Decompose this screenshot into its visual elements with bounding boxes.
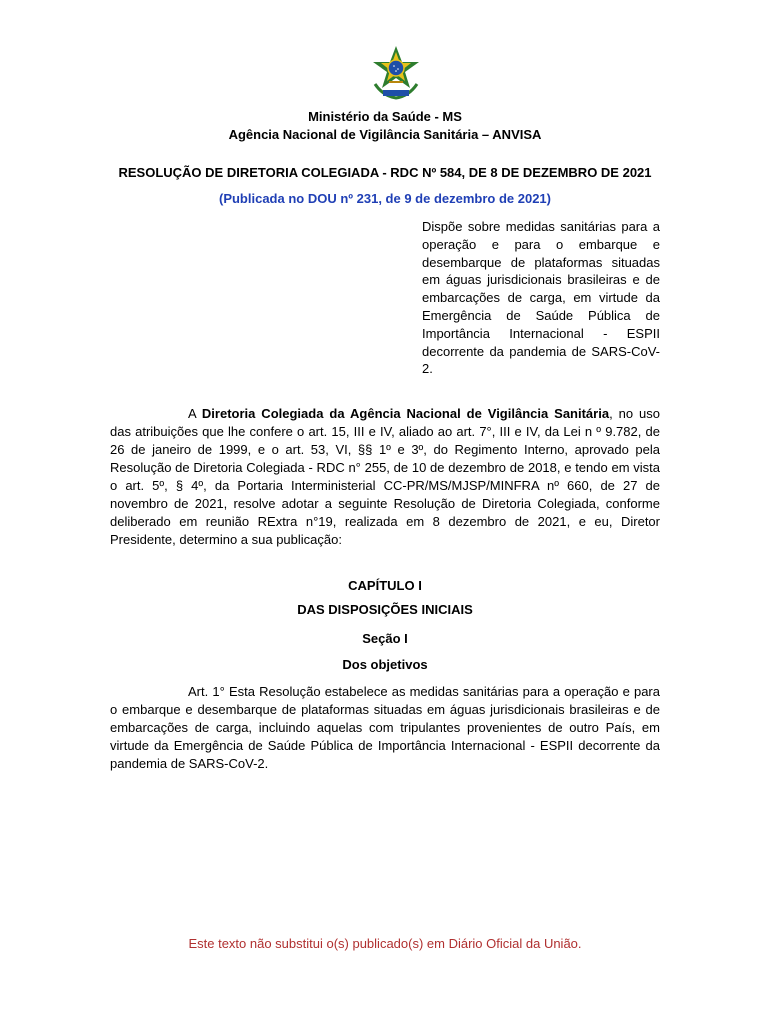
disclaimer-footer: Este texto não substitui o(s) publicado(s) em Diário Oficial da União. xyxy=(188,936,582,951)
brazil-coat-of-arms-icon xyxy=(367,44,425,102)
preamble-bold: Diretoria Colegiada da Agência Nacional de Vigilância Sanitária xyxy=(201,406,610,421)
preamble-lead: A xyxy=(188,406,202,421)
preamble-rest: , no uso das atribuições que lhe confere o art. 15, III e IV, aliado ao art. 7°, III e IV, da Lei n º 9.782, de 26 de janeiro de 1999, e o art. 53, VI, §§ 1º e 3º, do Regimento Interno, aprovado pela Resolução de Diretoria Colegiada - RDC n° 255, de 10 de dezembro de 2018, e tendo em vista o art. 5º, § 4º, da Portaria Interministerial CC-PR/MS/MJSP/MINFRA nº 660, de 27 de novembro de 2021, resolve adotar a seguinte Resolução de Diretoria Colegiada, conforme deliberado em reunião RExtra n°19, realizada em 8 dezembro de 2021, e eu, Diretor Presidente, determino a sua publicação: xyxy=(110,406,660,547)
publication-note: (Publicada no DOU nº 231, de 9 de dezembro de 2021) xyxy=(218,191,551,206)
section-heading: Seção I xyxy=(362,631,408,646)
ementa: Dispõe sobre medidas sanitárias para a operação e para o embarque e desembarque de plataformas situadas em águas jurisdicionais brasileiras e de embarcações de carga, em virtude da Emergência de Saúde Pública de Importância Internacional - ESPII decorrente da pandemia de SARS-CoV-2. xyxy=(422,219,660,377)
agency-name: Agência Nacional de Vigilância Sanitária – ANVISA xyxy=(228,127,542,142)
chapter-heading: CAPÍTULO I xyxy=(348,578,422,593)
resolution-title: RESOLUÇÃO DE DIRETORIA COLEGIADA - RDC Nº 584, DE 8 DE DEZEMBRO DE 2021 xyxy=(118,165,652,180)
article-1 xyxy=(110,683,660,773)
section-title: Dos objetivos xyxy=(342,657,428,672)
chapter-title: DAS DISPOSIÇÕES INICIAIS xyxy=(297,602,473,617)
preamble xyxy=(110,405,660,549)
article-1-text: Art. 1° Esta Resolução estabelece as medidas sanitárias para a operação e para o embarque e desembarque de plataformas situadas em águas jurisdicionais brasileiras e de embarcações de carga, incluindo aquelas com tripulantes provenientes de outro País, em virtude da Emergência de Saúde Pública de Importância Internacional - ESPII decorrente da pandemia de SARS-CoV-2. xyxy=(110,684,660,771)
ministry-name: Ministério da Saúde - MS xyxy=(308,109,462,124)
